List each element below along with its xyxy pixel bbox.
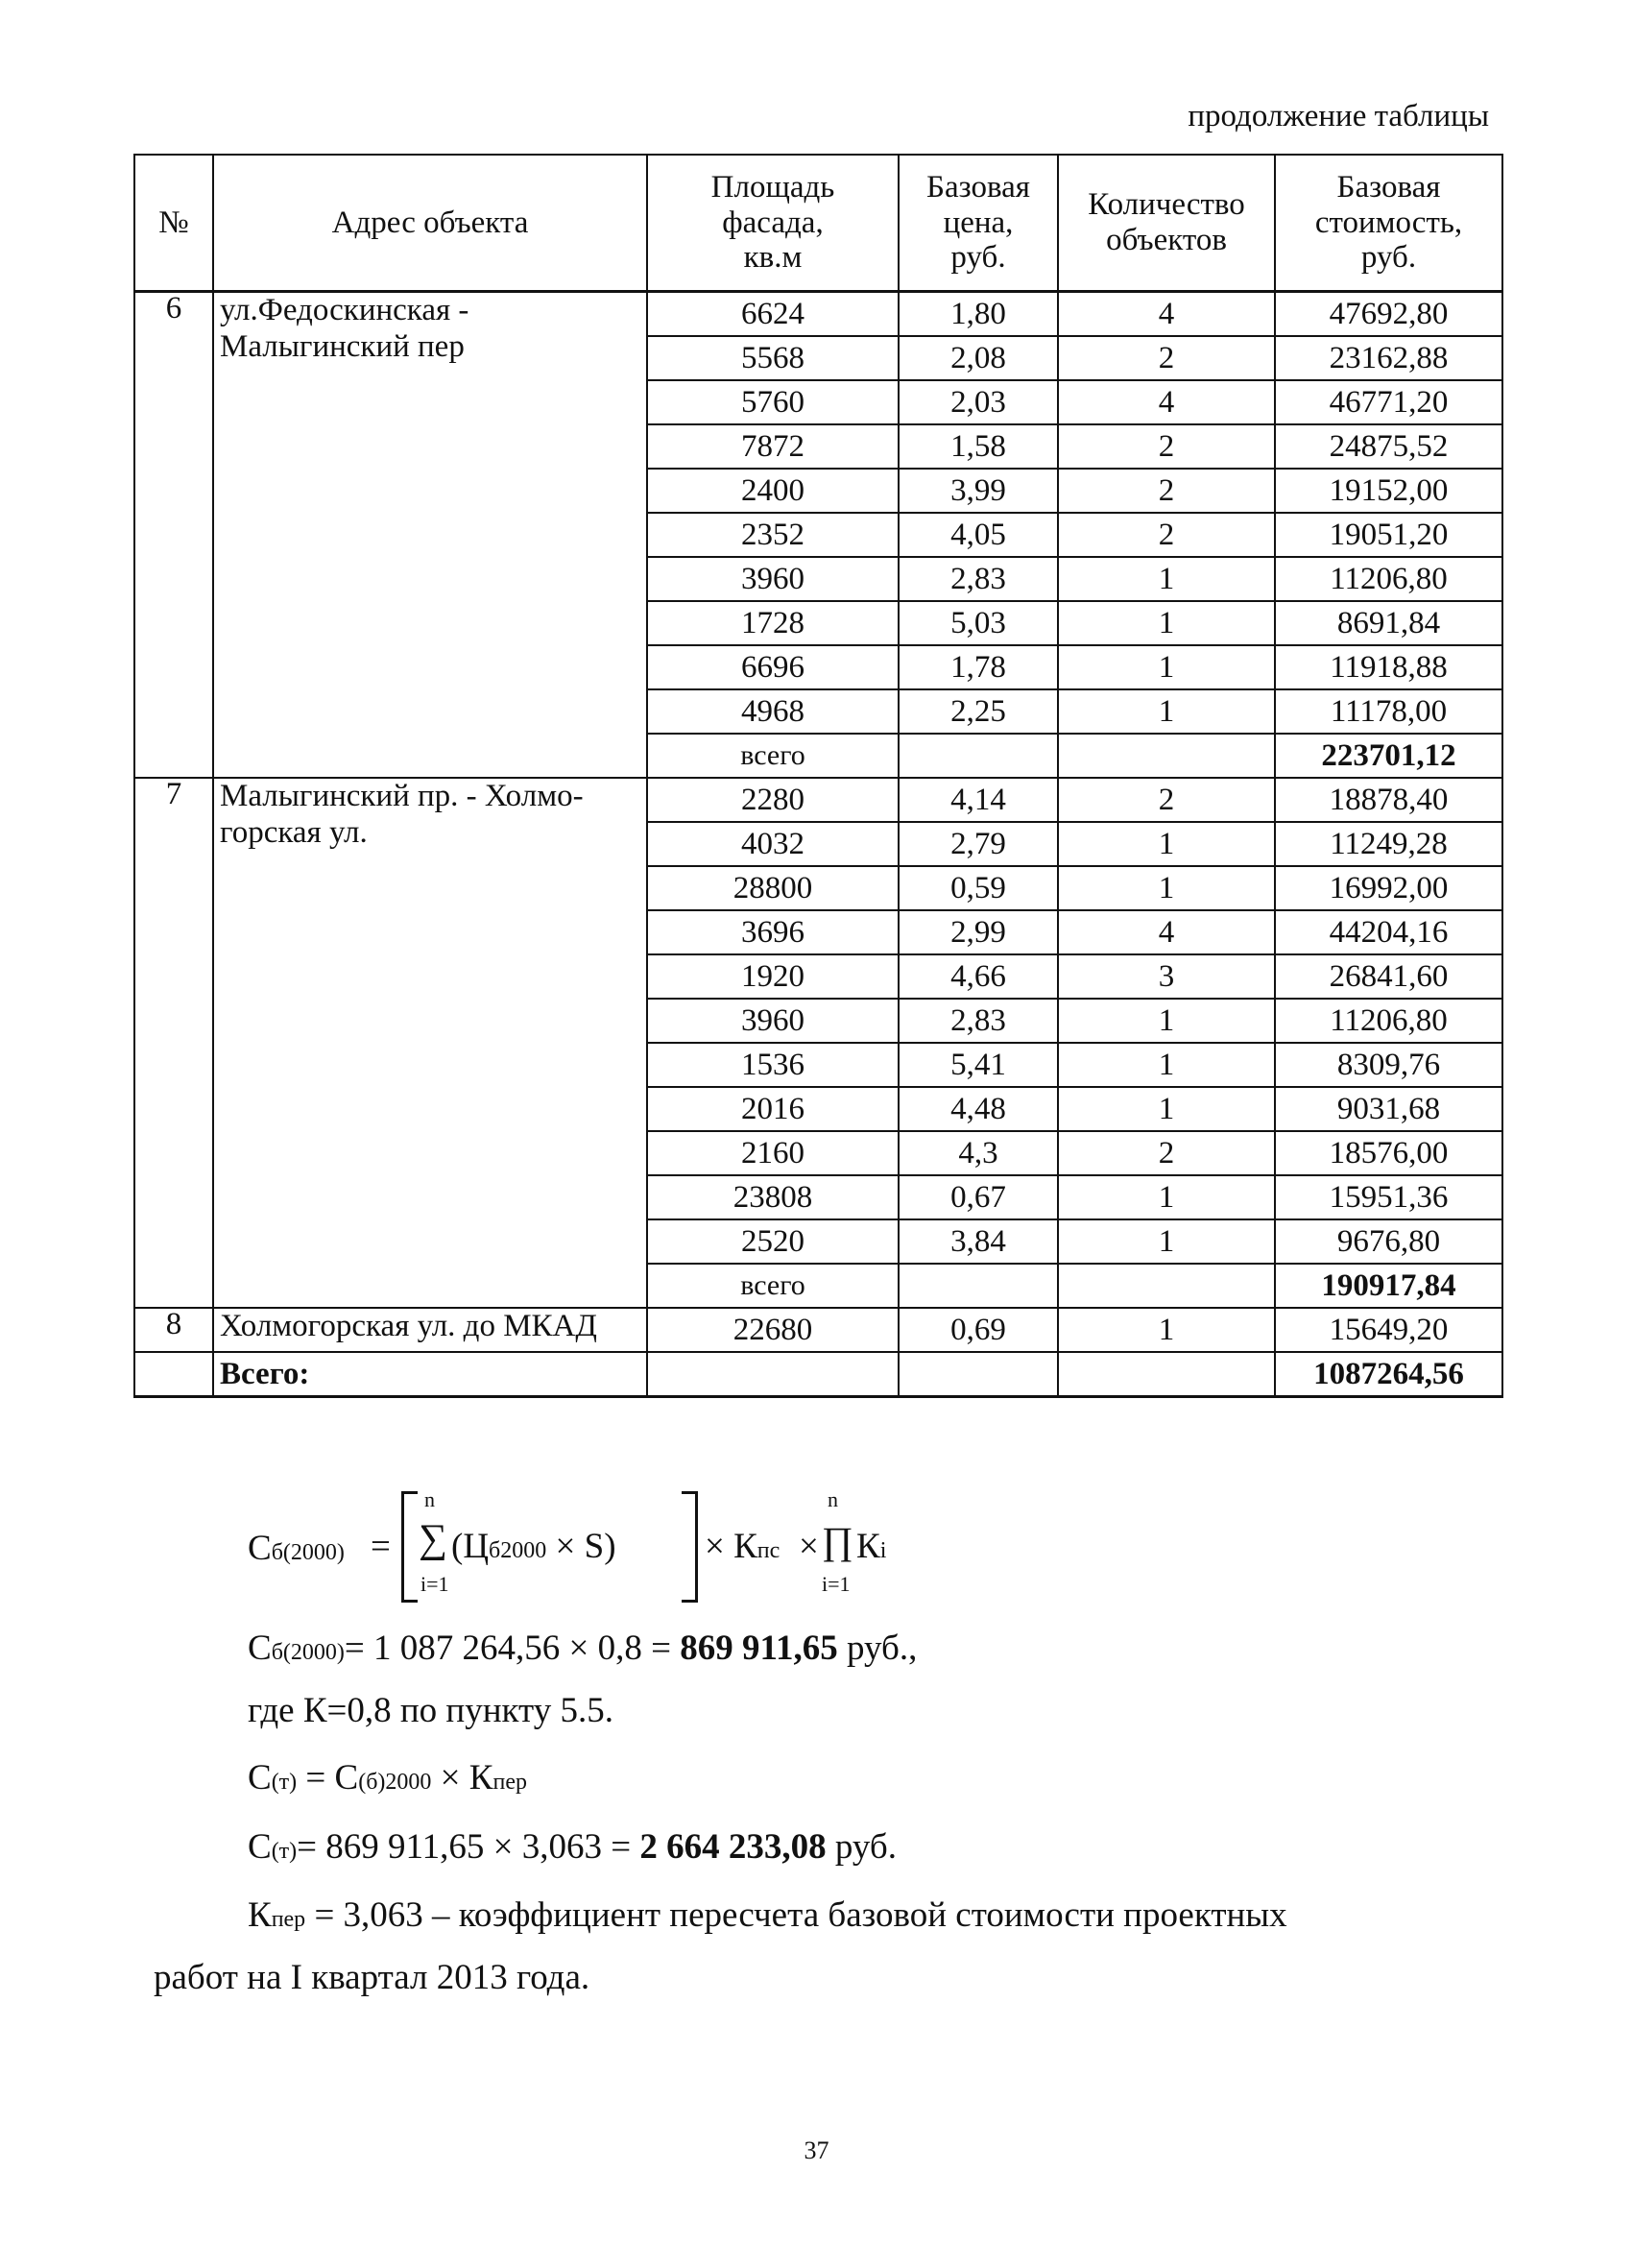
cell-facade-area: 1920 [647, 954, 899, 999]
cell-base-cost: 11918,88 [1275, 645, 1502, 689]
line4-subscript: (т) [271, 1839, 298, 1864]
cell-base-cost: 18576,00 [1275, 1131, 1502, 1175]
formula-line-current-cost [248, 1757, 527, 1798]
cell-facade-area: 5760 [647, 380, 899, 424]
header-qty-line: Количество [1088, 187, 1245, 223]
header-price-line: руб. [950, 240, 1006, 276]
cell-facade-area: 1536 [647, 1043, 899, 1087]
table-body [134, 292, 1502, 1397]
cell-object-number: 8 [134, 1308, 213, 1352]
kps-subscript: пс [756, 1538, 780, 1563]
sum-body-price: (Ц [451, 1527, 490, 1566]
line1-symbol: С [248, 1629, 272, 1668]
cell-object-number: 7 [134, 778, 213, 1308]
cell-base-cost: 18878,40 [1275, 778, 1502, 822]
cell-base-price: 5,41 [899, 1043, 1058, 1087]
cell-base-cost: 19051,20 [1275, 513, 1502, 557]
cell-base-price: 0,59 [899, 866, 1058, 910]
formula-lhs-symbol: С [248, 1529, 272, 1568]
cell-object-count: 2 [1058, 1131, 1275, 1175]
cell-base-cost: 16992,00 [1275, 866, 1502, 910]
cell-facade-area: 2016 [647, 1087, 899, 1131]
cell-base-price: 0,67 [899, 1175, 1058, 1219]
cell-object-count: 2 [1058, 469, 1275, 513]
line3-symbol: С [248, 1758, 272, 1798]
line4-unit: руб. [826, 1827, 898, 1867]
cell-base-cost: 26841,60 [1275, 954, 1502, 999]
cell-object-count: 4 [1058, 380, 1275, 424]
cell-base-cost: 11178,00 [1275, 689, 1502, 734]
header-area-line: кв.м [743, 240, 803, 276]
cell-facade-area: 2520 [647, 1219, 899, 1264]
cell-base-cost: 11206,80 [1275, 557, 1502, 601]
cell-facade-area: 6624 [647, 292, 899, 337]
cell-object-count: 1 [1058, 601, 1275, 645]
table-row [134, 292, 1502, 337]
cell-base-cost: 15951,36 [1275, 1175, 1502, 1219]
line4-expression: = 869 911,65 × 3,063 = [297, 1827, 640, 1867]
cell-base-price: 3,84 [899, 1219, 1058, 1264]
cell-base-cost: 9031,68 [1275, 1087, 1502, 1131]
product-lower-limit: i=1 [822, 1572, 851, 1596]
cell-facade-area: 4968 [647, 689, 899, 734]
line1-result: 869 911,65 [680, 1629, 838, 1668]
cell-object-count: 2 [1058, 424, 1275, 469]
cell-facade-area: 23808 [647, 1175, 899, 1219]
cell-empty [899, 734, 1058, 778]
cell-empty [899, 1264, 1058, 1308]
ki-symbol: К [856, 1527, 880, 1566]
cell-object-count: 1 [1058, 1219, 1275, 1264]
sum-lower-limit: i=1 [420, 1572, 449, 1596]
cell-facade-area: 2280 [647, 778, 899, 822]
cell-base-price: 4,48 [899, 1087, 1058, 1131]
cell-empty [647, 1352, 899, 1397]
cell-object-count: 2 [1058, 778, 1275, 822]
header-qty [1058, 155, 1275, 292]
header-cost-line: Базовая [1336, 169, 1441, 205]
header-area-line: фасада, [722, 205, 824, 240]
cell-base-price: 1,78 [899, 645, 1058, 689]
sum-body-subscript: б2000 [489, 1538, 547, 1563]
cell-object-count: 2 [1058, 513, 1275, 557]
cell-base-price: 2,99 [899, 910, 1058, 954]
line5-text: = 3,063 – коэффициент пересчета базовой стоимости проектных [305, 1895, 1287, 1935]
cell-subtotal-value: 190917,84 [1275, 1264, 1502, 1308]
line3-tail: × К [431, 1758, 493, 1798]
cell-facade-area: 2352 [647, 513, 899, 557]
header-price [899, 155, 1058, 292]
cell-base-price: 2,08 [899, 336, 1058, 380]
cell-facade-area: 2400 [647, 469, 899, 513]
header-no: № [134, 155, 213, 292]
cell-base-cost: 11249,28 [1275, 822, 1502, 866]
cost-table [133, 154, 1503, 1398]
cell-facade-area: 1728 [647, 601, 899, 645]
cell-subtotal-label: всего [647, 734, 899, 778]
cell-empty [899, 1352, 1058, 1397]
formula-equals: = [371, 1527, 391, 1566]
cell-object-count: 1 [1058, 866, 1275, 910]
page-number: 37 [804, 2136, 829, 2164]
cell-object-count: 4 [1058, 910, 1275, 954]
cell-object-address: ул.Федоскинская - Малыгинский пер [213, 292, 647, 779]
sum-sign: ∑ [419, 1517, 447, 1561]
table-row [134, 778, 1502, 822]
cell-base-price: 1,58 [899, 424, 1058, 469]
cell-object-count: 1 [1058, 645, 1275, 689]
cell-base-price: 2,83 [899, 999, 1058, 1043]
base-cost-formula [248, 1484, 1448, 1618]
header-area-line: Площадь [710, 169, 835, 205]
line1-unit: руб., [837, 1629, 918, 1668]
cell-object-count: 4 [1058, 292, 1275, 337]
cell-base-price: 2,83 [899, 557, 1058, 601]
formula-line-current-cost-result [248, 1826, 897, 1868]
line3-tail-subscript: пер [492, 1770, 527, 1795]
line4-result: 2 664 233,08 [639, 1827, 827, 1867]
cell-base-cost: 46771,20 [1275, 380, 1502, 424]
formula-note-k: где К=0,8 по пункту 5.5. [248, 1691, 613, 1730]
cell-empty [1058, 1352, 1275, 1397]
cell-object-count: 1 [1058, 689, 1275, 734]
table-header-row [134, 155, 1502, 292]
cell-base-price: 1,80 [899, 292, 1058, 337]
cell-object-address: Малыгинский пр. - Холмо-горская ул. [213, 778, 647, 1308]
cell-object-number: 6 [134, 292, 213, 779]
cell-object-count: 1 [1058, 557, 1275, 601]
formulas-block [154, 1484, 1448, 1997]
cell-empty [1058, 1264, 1275, 1308]
right-bracket [682, 1491, 698, 1603]
table-continuation-label: продолжение таблицы [1188, 99, 1489, 133]
line4-symbol: С [248, 1827, 272, 1867]
header-cost-line: стоимость, [1314, 205, 1463, 240]
cell-facade-area: 3960 [647, 999, 899, 1043]
cell-base-price: 4,14 [899, 778, 1058, 822]
table-row [134, 1308, 1502, 1352]
line5-symbol: К [248, 1895, 272, 1935]
formula-lhs-subscript: б(2000) [271, 1540, 345, 1565]
header-qty-line: объектов [1106, 223, 1227, 257]
cell-base-price: 4,05 [899, 513, 1058, 557]
times-k: × К [705, 1527, 757, 1566]
sum-body-tail: × S) [546, 1527, 616, 1566]
cell-base-price: 2,03 [899, 380, 1058, 424]
sum-body [451, 1526, 616, 1567]
product-sign: ∏ [822, 1519, 853, 1562]
line5-subscript: пер [271, 1907, 306, 1932]
cell-facade-area: 5568 [647, 336, 899, 380]
cell-facade-area: 4032 [647, 822, 899, 866]
formula-lhs [248, 1528, 345, 1569]
cell-object-count: 1 [1058, 822, 1275, 866]
cell-object-address: Холмогорская ул. до МКАД [213, 1308, 647, 1352]
header-address: Адрес объекта [213, 155, 647, 292]
left-bracket [401, 1491, 418, 1603]
cell-base-cost: 15649,20 [1275, 1308, 1502, 1352]
header-cost [1275, 155, 1502, 292]
cell-base-price: 2,79 [899, 822, 1058, 866]
header-price-line: Базовая [926, 169, 1030, 205]
header-price-line: цена, [943, 205, 1014, 240]
cell-subtotal-value: 223701,12 [1275, 734, 1502, 778]
formula-line-kper-continued: работ на I квартал 2013 года. [154, 1958, 590, 1997]
ki-subscript: i [879, 1538, 887, 1563]
cost-table-container [133, 154, 1501, 1398]
times-symbol: × [799, 1527, 819, 1566]
cell-empty [134, 1352, 213, 1397]
cell-object-count: 1 [1058, 1087, 1275, 1131]
cell-facade-area: 22680 [647, 1308, 899, 1352]
formula-line-base-cost-result [248, 1628, 917, 1669]
cell-base-price: 0,69 [899, 1308, 1058, 1352]
cell-base-price: 4,66 [899, 954, 1058, 999]
cell-facade-area: 3696 [647, 910, 899, 954]
cell-base-cost: 19152,00 [1275, 469, 1502, 513]
cell-base-price: 5,03 [899, 601, 1058, 645]
cell-base-price: 4,3 [899, 1131, 1058, 1175]
cell-base-price: 3,99 [899, 469, 1058, 513]
line1-expression: = 1 087 264,56 × 0,8 = [344, 1629, 681, 1668]
cell-object-count: 3 [1058, 954, 1275, 999]
product-upper-limit: n [828, 1487, 838, 1511]
line3-subscript: (т) [271, 1770, 298, 1795]
cell-subtotal-label: всего [647, 1264, 899, 1308]
grand-total-row [134, 1352, 1502, 1397]
cell-base-cost: 47692,80 [1275, 292, 1502, 337]
cell-base-cost: 9676,80 [1275, 1219, 1502, 1264]
line3-mid-subscript: (б)2000 [358, 1770, 432, 1795]
cell-facade-area: 3960 [647, 557, 899, 601]
cell-grand-total-label: Всего: [213, 1352, 647, 1397]
formula-line-kper [248, 1894, 1287, 1936]
sum-upper-limit: n [424, 1487, 435, 1511]
header-cost-line: руб. [1360, 240, 1417, 276]
cell-base-cost: 24875,52 [1275, 424, 1502, 469]
cell-base-cost: 11206,80 [1275, 999, 1502, 1043]
cell-facade-area: 6696 [647, 645, 899, 689]
coefficient-ki [856, 1526, 886, 1567]
cell-base-cost: 8691,84 [1275, 601, 1502, 645]
cell-empty [1058, 734, 1275, 778]
cell-facade-area: 28800 [647, 866, 899, 910]
cell-object-count: 2 [1058, 336, 1275, 380]
line3-mid: = С [297, 1758, 359, 1798]
cell-base-cost: 44204,16 [1275, 910, 1502, 954]
cell-base-cost: 23162,88 [1275, 336, 1502, 380]
cell-facade-area: 7872 [647, 424, 899, 469]
cell-object-count: 1 [1058, 999, 1275, 1043]
coefficient-kps [705, 1526, 780, 1567]
header-area [647, 155, 899, 292]
cell-object-count: 1 [1058, 1308, 1275, 1352]
cell-facade-area: 2160 [647, 1131, 899, 1175]
cell-base-price: 2,25 [899, 689, 1058, 734]
cell-base-cost: 8309,76 [1275, 1043, 1502, 1087]
cell-grand-total-value: 1087264,56 [1275, 1352, 1502, 1397]
cell-object-count: 1 [1058, 1175, 1275, 1219]
cell-object-count: 1 [1058, 1043, 1275, 1087]
line1-subscript: б(2000) [271, 1640, 345, 1665]
